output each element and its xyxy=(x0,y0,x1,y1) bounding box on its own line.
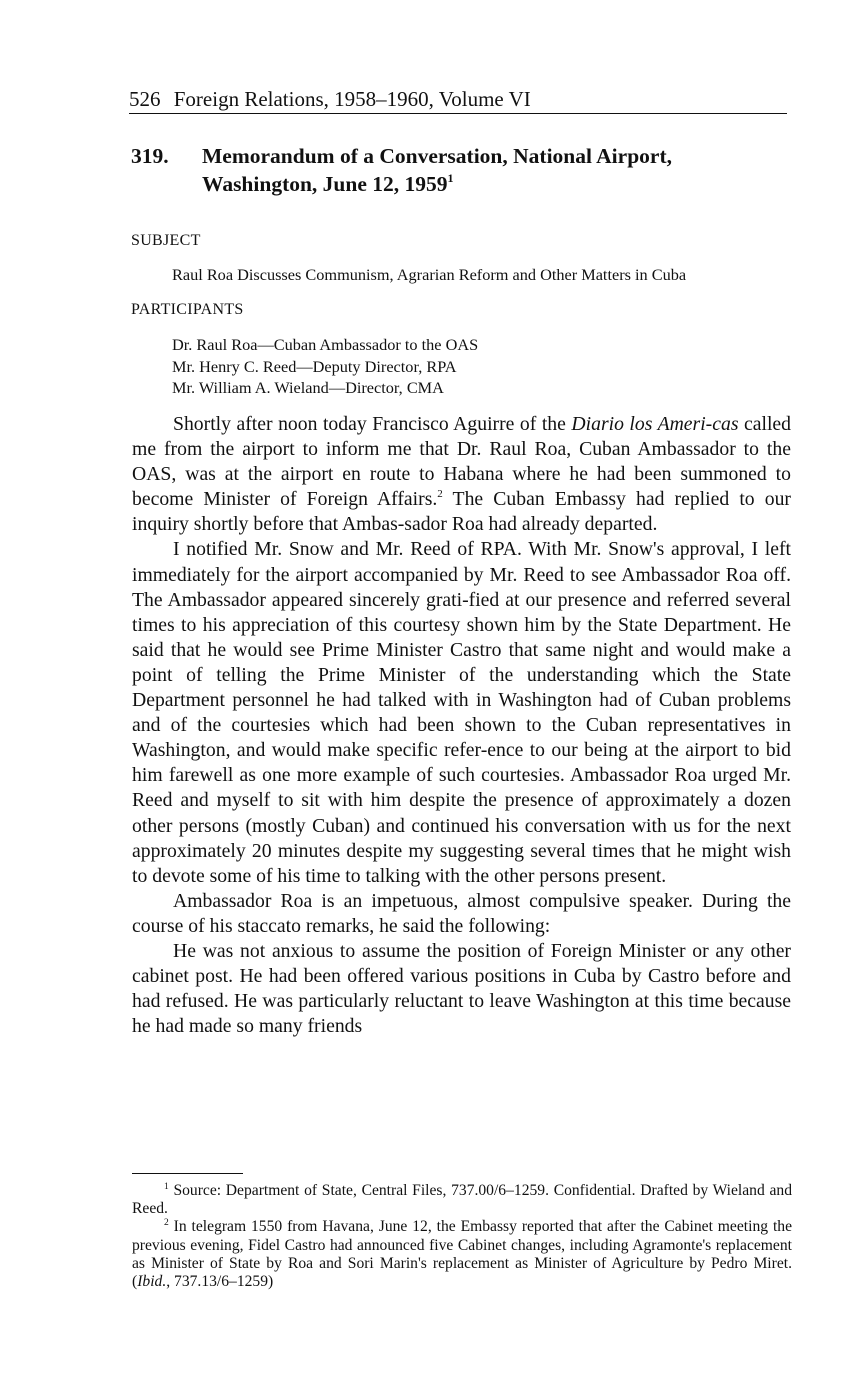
title-line-1: Memorandum of a Conversation, National Airport, xyxy=(202,144,672,168)
footnote-2 xyxy=(132,1218,792,1291)
document-number: 319. xyxy=(131,144,169,168)
p1-text-start: Shortly after noon today Francisco Aguirre of the xyxy=(173,413,572,435)
page-number: 526 xyxy=(129,87,161,111)
memorandum-body xyxy=(132,412,791,1039)
title-footnote-ref: 1 xyxy=(447,171,454,185)
footnote-1 xyxy=(132,1182,792,1218)
document-title xyxy=(202,142,792,198)
body-paragraph-2: I notified Mr. Snow and Mr. Reed of RPA. With Mr. Snow's approval, I left immediately for the airport accompanied by Mr. Reed to see Ambassador Roa off. The Ambassador appeared sincerely grati-fied at our presence and referred several times to his appreciation of this courtesy shown him by the State Department. He said that he would see Prime Minister Castro that same night and would make a point of telling the Prime Minister of the understanding which the State Department personnel he had talked with in Washington had of Cuban problems and of the courtesies which had been shown to the Cuban representatives in Washington, and would make specific refer-ence to our being at the airport to bid him farewell as one more example of such courtesies. Ambassador Roa urged Mr. Reed and myself to sit with him despite the presence of approximately a dozen other persons (mostly Cuban) and continued his conversation with us for the next approximately 20 minutes despite my suggesting several times that he might wish to devote some of his time to talking with the other persons present. xyxy=(132,538,791,887)
p1-text-middle: called me from the airport to inform me that Dr. Raul Roa, Cuban Ambassador to the OAS, was at the airport en route to Habana where he had been summoned to become Minister of Foreign Affairs. xyxy=(132,413,791,511)
footnote-2-text: In telegram 1550 from Havana, June 12, the Embassy reported that after the Cabinet meeting the previous evening, Fidel Castro had announced five Cabinet changes, including Agramonte's replacement as Minister of State by Roa and Sori Marin's replacement as Minister of Agriculture by Pedro Miret. ( xyxy=(132,1218,792,1291)
footnote-1-text: Source: Department of State, Central Files, 737.00/6–1259. Confidential. Drafted by Wieland and Reed. xyxy=(132,1182,792,1218)
body-paragraph-3: Ambassador Roa is an impetuous, almost compulsive speaker. During the course of his staccato remarks, he said the following: xyxy=(132,889,791,937)
footnote-2-marker: 2 xyxy=(164,1218,169,1229)
title-line-2: Washington, June 12, 1959 xyxy=(202,172,448,196)
participant-item: Mr. Henry C. Reed—Deputy Director, RPA xyxy=(172,356,457,376)
subject-text: Raul Roa Discusses Communism, Agrarian Reform and Other Matters in Cuba xyxy=(172,265,687,284)
participants-list xyxy=(172,334,478,399)
participant-item: Dr. Raul Roa—Cuban Ambassador to the OAS xyxy=(172,335,479,354)
newspaper-name: Diario los Ameri-cas xyxy=(571,413,739,435)
footnote-2-end: , 737.13/6–1259) xyxy=(166,1273,274,1291)
participants-label: PARTICIPANTS xyxy=(131,301,244,318)
running-head xyxy=(129,86,787,114)
footnotes xyxy=(132,1182,792,1291)
series-title: Foreign Relations, 1958–1960, Volume VI xyxy=(173,87,531,111)
footnote-ref-2: 2 xyxy=(437,488,443,501)
ibid-citation: Ibid. xyxy=(137,1273,167,1291)
participant-item: Mr. William A. Wieland—Director, CMA xyxy=(172,378,444,397)
footnote-divider xyxy=(132,1173,243,1174)
p1-text-end: The Cuban Embassy had replied to our inquiry shortly before that Ambas-sador Roa had already departed. xyxy=(132,488,791,536)
subject-label: SUBJECT xyxy=(131,232,201,249)
body-paragraph-4: He was not anxious to assume the position of Foreign Minister or any other cabinet post. He had been offered various positions in Cuba by Castro before and had refused. He was particularly reluctant to leave Washington at this time because he had made so many friends xyxy=(132,939,791,1038)
body-paragraph-1 xyxy=(132,412,791,537)
footnote-1-marker: 1 xyxy=(164,1182,169,1192)
